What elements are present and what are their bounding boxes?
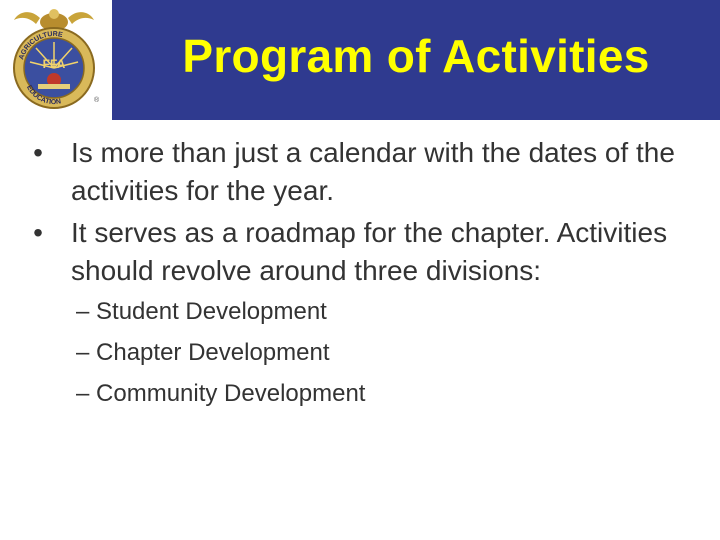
bullet-list	[28, 134, 708, 290]
sub-item-text: Chapter Development	[96, 339, 330, 366]
sub-item	[28, 380, 708, 408]
logo-text-top: AGRICULTURE	[18, 30, 64, 61]
logo-text-middle: FFA	[42, 57, 66, 71]
bullet-dot-icon: •	[33, 217, 43, 248]
bullet-text: Is more than just a calendar with the dates of the activities for the year.	[71, 137, 675, 206]
ffa-emblem-logo	[0, 0, 108, 120]
sub-item-text: Student Development	[96, 298, 327, 325]
registered-mark: ®	[94, 97, 100, 104]
sub-item	[28, 339, 708, 367]
dash-mark: –	[76, 339, 90, 366]
slide-content	[28, 134, 708, 421]
title-bar	[112, 0, 720, 120]
sub-item	[28, 298, 708, 326]
bullet-dot-icon: •	[33, 137, 43, 168]
dash-mark: –	[76, 298, 90, 325]
bullet-item	[28, 214, 708, 290]
sub-item-list	[28, 298, 708, 408]
logo-text-bottom: EDUCATION	[25, 84, 62, 107]
sub-item-text: Community Development	[96, 380, 366, 407]
bullet-text: It serves as a roadmap for the chapter. Activities should revolve around three divisions:	[71, 217, 668, 286]
slide-title: Program of Activities	[182, 30, 650, 82]
dash-mark: –	[76, 380, 90, 407]
bullet-item	[28, 134, 708, 210]
